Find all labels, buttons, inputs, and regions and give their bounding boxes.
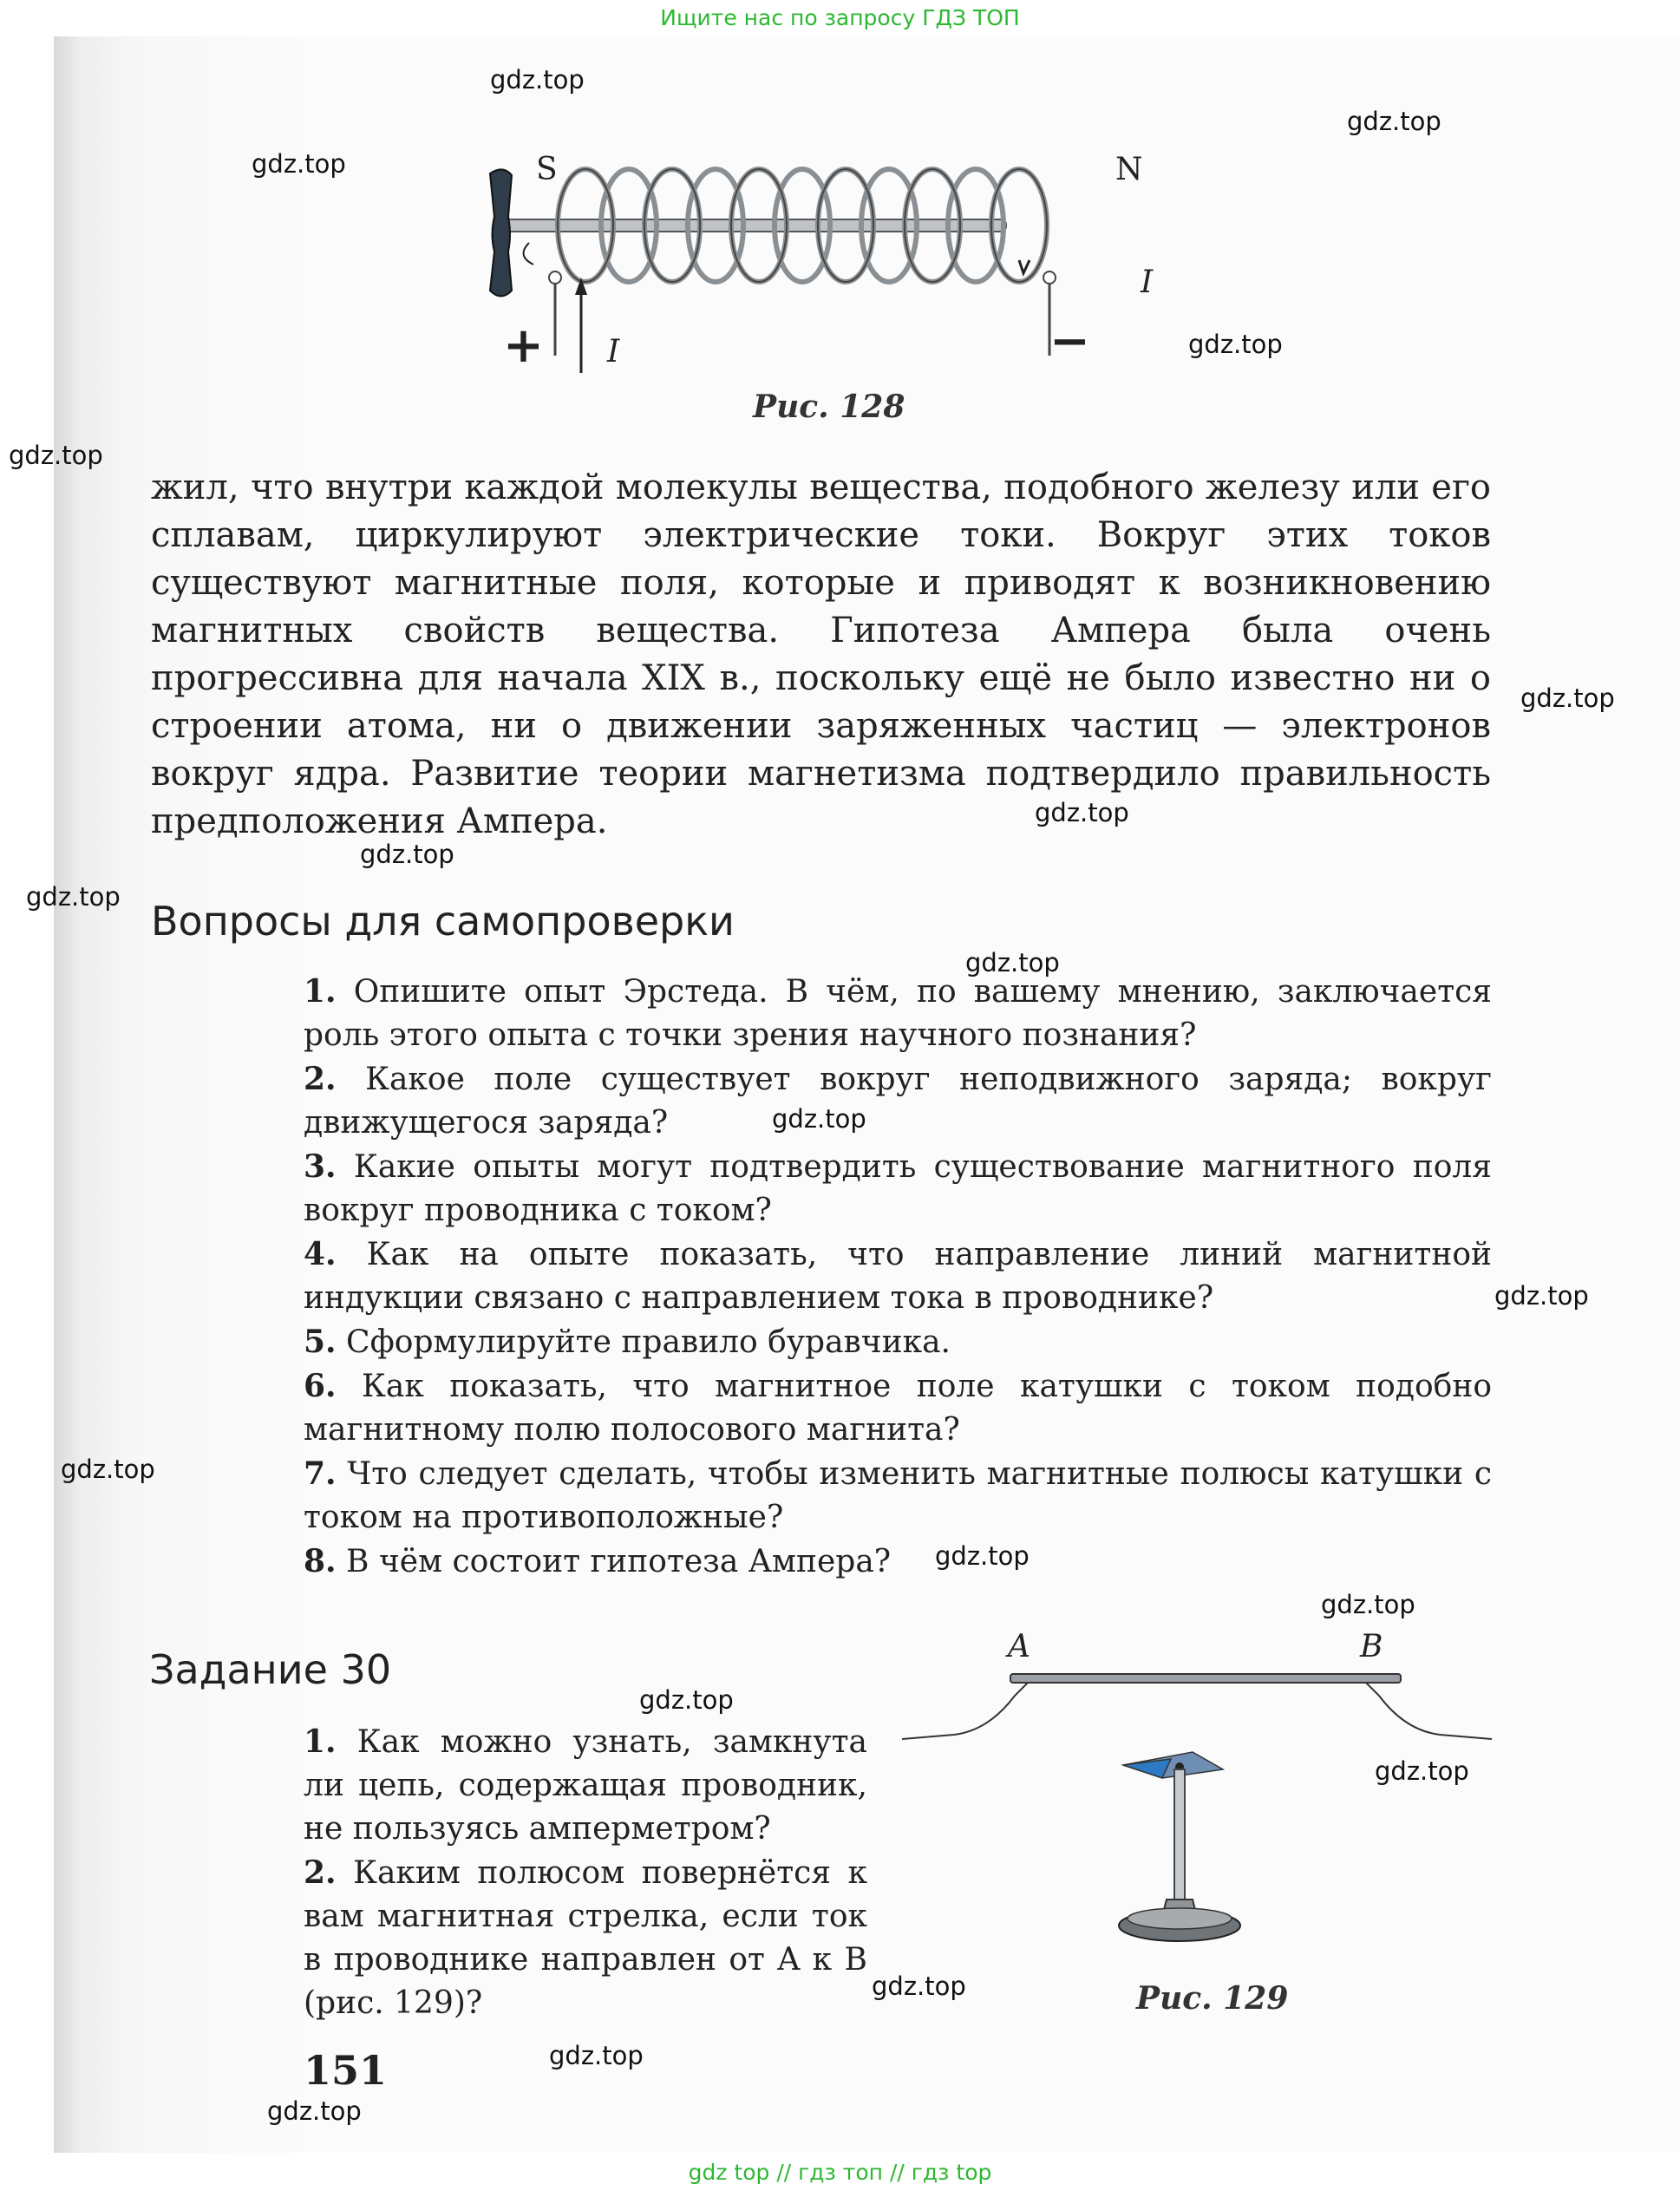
figure-128-label-current-left: I [607,334,620,369]
watermark: gdz.top [1188,330,1283,359]
bottom-banner[interactable]: gdz top // гдз топ // гдз top [688,2160,992,2185]
figure-128-label-n: N [1115,152,1143,187]
watermark: gdz.top [490,65,585,95]
watermark: gdz.top [1494,1281,1589,1311]
figure-128-label-minus: − [1049,312,1090,369]
watermark: gdz.top [965,948,1060,978]
question-item: 1. Опишите опыт Эрстеда. В чём, по вашему мнению, заключается роль этого опыта с точки зрения научного познания? [304,973,1492,1053]
figure-129-compass [902,1648,1500,1960]
figure-129-label-a: A [1008,1629,1030,1664]
watermark: gdz.top [267,2096,362,2126]
questions-list [304,970,1492,1584]
question-item: 3. Какие опыты могут подтвердить существование магнитного поля вокруг проводника с током? [304,1148,1492,1228]
figure-129-caption: Рис. 129 [1136,1980,1289,2017]
question-item: 5. Сформулируйте правило буравчика. [304,1324,951,1360]
body-paragraph: жил, что внутри каждой молекулы вещества, подобного железу или его сплавам, циркулируют электрические токи. Вокруг этих токов существуют магнитные поля, которые и приводят к возникновению магнитных свойств вещества. Гипотеза Ампера была очень прогрессивна для начала XIX в., поскольку ещё не было известно ни о строении атома, ни о движении заряженных частиц — электронов вокруг ядра. Развитие теории магнетизма подтвердило правильность предположения Ампера. [151,468,1491,841]
figure-128-label-current-right: I [1141,265,1154,300]
task-heading: Задание 30 [149,1646,392,1693]
watermark: gdz.top [252,149,346,179]
watermark: gdz.top [360,840,454,869]
watermark: gdz.top [872,1971,966,2001]
watermark: gdz.top [1035,798,1129,827]
watermark: gdz.top [26,882,121,912]
figure-129-label-b: B [1360,1629,1383,1664]
questions-heading: Вопросы для самопроверки [151,898,735,945]
figure-128-caption: Рис. 128 [753,389,905,425]
watermark: gdz.top [935,1541,1030,1571]
task-item: 1. Как можно узнать, замкнута ли цепь, содержащая проводник, не пользуясь амперметром? [304,1723,867,1847]
task-item: 2. Каким полюсом повернётся к вам магнитная стрелка, если ток в проводнике направлен от A к B (рис. 129)? [304,1854,867,2021]
watermark: gdz.top [549,2041,644,2070]
figure-128-label-plus: + [503,317,544,374]
question-item: 6. Как показать, что магнитное поле катушки с током подобно магнитному полю полосового магнита? [304,1368,1492,1448]
watermark: gdz.top [61,1455,155,1484]
task-list [304,1720,867,2025]
watermark: gdz.top [1375,1756,1469,1786]
watermark: gdz.top [1520,683,1615,713]
top-banner[interactable]: Ищите нас по запросу ГДЗ ТОП [660,5,1020,30]
watermark: gdz.top [1347,107,1441,136]
watermark: gdz.top [9,441,103,470]
figure-128-label-s: S [536,152,558,187]
question-item: 8. В чём состоит гипотеза Ампера? [304,1543,892,1579]
watermark: gdz.top [772,1104,866,1134]
page-number: 151 [304,2047,388,2094]
question-item: 2. Какое поле существует вокруг неподвижного заряда; вокруг движущегося заряда? [304,1061,1492,1141]
watermark: gdz.top [639,1685,734,1715]
watermark: gdz.top [1321,1590,1415,1619]
question-item: 4. Как на опыте показать, что направление линий магнитной индукции связано с направлением тока в проводнике? [304,1236,1492,1316]
question-item: 7. Что следует сделать, чтобы изменить магнитные полюсы катушки с током на противоположные? [304,1455,1492,1535]
